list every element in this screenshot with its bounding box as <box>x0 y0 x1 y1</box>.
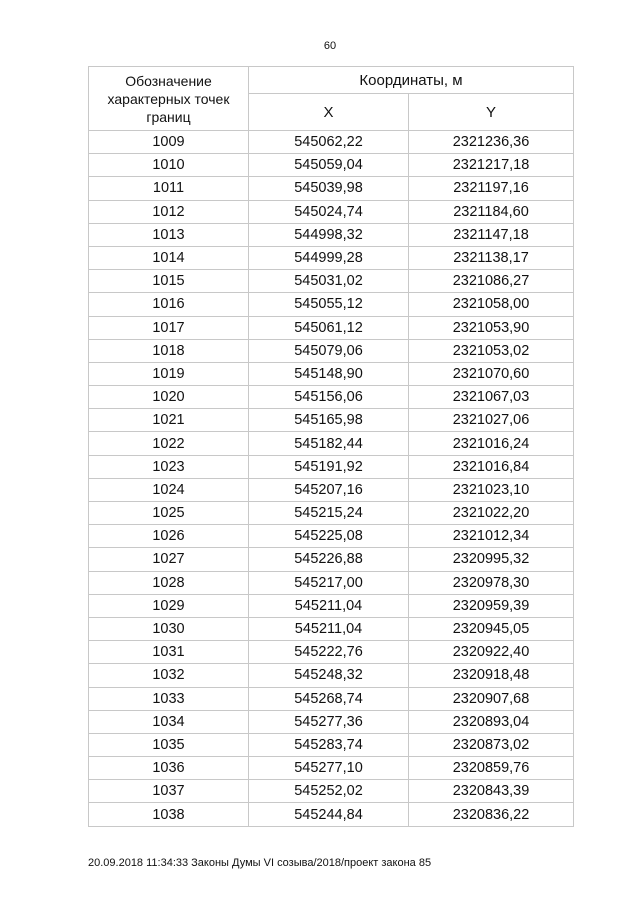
cell-y: 2321016,84 <box>409 455 574 478</box>
cell-point: 1012 <box>89 200 249 223</box>
table-row <box>89 803 574 826</box>
cell-x: 545165,98 <box>249 409 409 432</box>
table-row <box>89 409 574 432</box>
table-row <box>89 200 574 223</box>
cell-x: 545222,76 <box>249 641 409 664</box>
cell-y: 2321236,36 <box>409 131 574 154</box>
cell-point: 1032 <box>89 664 249 687</box>
cell-y: 2320922,40 <box>409 641 574 664</box>
table-row <box>89 362 574 385</box>
cell-y: 2321023,10 <box>409 478 574 501</box>
cell-x: 545039,98 <box>249 177 409 200</box>
cell-x: 545225,08 <box>249 525 409 548</box>
coordinates-table <box>88 66 574 827</box>
cell-point: 1035 <box>89 733 249 756</box>
cell-point: 1019 <box>89 362 249 385</box>
table-row <box>89 733 574 756</box>
cell-x: 545248,32 <box>249 664 409 687</box>
cell-point: 1028 <box>89 571 249 594</box>
cell-y: 2321012,34 <box>409 525 574 548</box>
cell-y: 2320907,68 <box>409 687 574 710</box>
cell-point: 1037 <box>89 780 249 803</box>
cell-y: 2321070,60 <box>409 362 574 385</box>
footer: 20.09.2018 11:34:33 Законы Думы VI созыва/2018/проект закона 85 <box>88 857 432 869</box>
table-row <box>89 594 574 617</box>
cell-y: 2320995,32 <box>409 548 574 571</box>
cell-y: 2320893,04 <box>409 710 574 733</box>
cell-x: 545156,06 <box>249 386 409 409</box>
cell-x: 545226,88 <box>249 548 409 571</box>
table-row <box>89 780 574 803</box>
cell-point: 1026 <box>89 525 249 548</box>
cell-x: 545217,00 <box>249 571 409 594</box>
cell-point: 1024 <box>89 478 249 501</box>
cell-y: 2321022,20 <box>409 502 574 525</box>
cell-point: 1010 <box>89 154 249 177</box>
table-row <box>89 177 574 200</box>
table-row <box>89 386 574 409</box>
table-header <box>89 67 574 131</box>
header-points: Обозначение характерных точек границ <box>89 67 249 131</box>
table-row <box>89 525 574 548</box>
header-coordinates: Координаты, м <box>249 67 574 94</box>
cell-x: 545268,74 <box>249 687 409 710</box>
table-row <box>89 664 574 687</box>
cell-point: 1015 <box>89 270 249 293</box>
table-row <box>89 617 574 640</box>
cell-y: 2321053,02 <box>409 339 574 362</box>
cell-y: 2320859,76 <box>409 757 574 780</box>
cell-point: 1033 <box>89 687 249 710</box>
cell-y: 2321086,27 <box>409 270 574 293</box>
cell-y: 2320918,48 <box>409 664 574 687</box>
cell-x: 545191,92 <box>249 455 409 478</box>
table-row <box>89 455 574 478</box>
table-row <box>89 246 574 269</box>
cell-x: 544998,32 <box>249 223 409 246</box>
cell-point: 1011 <box>89 177 249 200</box>
table-row <box>89 571 574 594</box>
cell-point: 1023 <box>89 455 249 478</box>
cell-x: 545211,04 <box>249 594 409 617</box>
cell-point: 1027 <box>89 548 249 571</box>
cell-x: 545277,10 <box>249 757 409 780</box>
cell-point: 1030 <box>89 617 249 640</box>
cell-y: 2321058,00 <box>409 293 574 316</box>
cell-y: 2321217,18 <box>409 154 574 177</box>
cell-point: 1009 <box>89 131 249 154</box>
cell-y: 2320836,22 <box>409 803 574 826</box>
table-row <box>89 270 574 293</box>
cell-y: 2321138,17 <box>409 246 574 269</box>
cell-y: 2321197,16 <box>409 177 574 200</box>
cell-x: 545277,36 <box>249 710 409 733</box>
cell-x: 545031,02 <box>249 270 409 293</box>
cell-point: 1034 <box>89 710 249 733</box>
cell-x: 545148,90 <box>249 362 409 385</box>
page-number: 60 <box>323 40 337 52</box>
table-row <box>89 548 574 571</box>
cell-x: 544999,28 <box>249 246 409 269</box>
table-row <box>89 432 574 455</box>
table-row <box>89 641 574 664</box>
header-y: Y <box>409 94 574 131</box>
cell-point: 1014 <box>89 246 249 269</box>
table-row <box>89 316 574 339</box>
cell-x: 545024,74 <box>249 200 409 223</box>
cell-y: 2321067,03 <box>409 386 574 409</box>
cell-x: 545207,16 <box>249 478 409 501</box>
cell-point: 1017 <box>89 316 249 339</box>
cell-point: 1025 <box>89 502 249 525</box>
cell-y: 2321053,90 <box>409 316 574 339</box>
table-row <box>89 154 574 177</box>
cell-y: 2321027,06 <box>409 409 574 432</box>
cell-point: 1018 <box>89 339 249 362</box>
cell-point: 1021 <box>89 409 249 432</box>
table-row <box>89 293 574 316</box>
cell-y: 2321016,24 <box>409 432 574 455</box>
cell-point: 1038 <box>89 803 249 826</box>
cell-y: 2321147,18 <box>409 223 574 246</box>
table-row <box>89 502 574 525</box>
table-row <box>89 223 574 246</box>
cell-y: 2320945,05 <box>409 617 574 640</box>
cell-x: 545062,22 <box>249 131 409 154</box>
cell-x: 545211,04 <box>249 617 409 640</box>
cell-x: 545059,04 <box>249 154 409 177</box>
header-x: X <box>249 94 409 131</box>
table-body <box>89 131 574 827</box>
cell-x: 545283,74 <box>249 733 409 756</box>
cell-point: 1020 <box>89 386 249 409</box>
cell-y: 2320978,30 <box>409 571 574 594</box>
table-row <box>89 478 574 501</box>
table-row <box>89 131 574 154</box>
cell-point: 1016 <box>89 293 249 316</box>
cell-y: 2320843,39 <box>409 780 574 803</box>
table-row <box>89 339 574 362</box>
cell-x: 545055,12 <box>249 293 409 316</box>
cell-point: 1031 <box>89 641 249 664</box>
cell-x: 545061,12 <box>249 316 409 339</box>
cell-y: 2320959,39 <box>409 594 574 617</box>
table-row <box>89 687 574 710</box>
cell-y: 2321184,60 <box>409 200 574 223</box>
cell-x: 545215,24 <box>249 502 409 525</box>
cell-point: 1029 <box>89 594 249 617</box>
cell-x: 545079,06 <box>249 339 409 362</box>
table-row <box>89 710 574 733</box>
cell-x: 545182,44 <box>249 432 409 455</box>
cell-point: 1013 <box>89 223 249 246</box>
table-row <box>89 757 574 780</box>
cell-x: 545244,84 <box>249 803 409 826</box>
cell-y: 2320873,02 <box>409 733 574 756</box>
cell-point: 1036 <box>89 757 249 780</box>
cell-point: 1022 <box>89 432 249 455</box>
cell-x: 545252,02 <box>249 780 409 803</box>
